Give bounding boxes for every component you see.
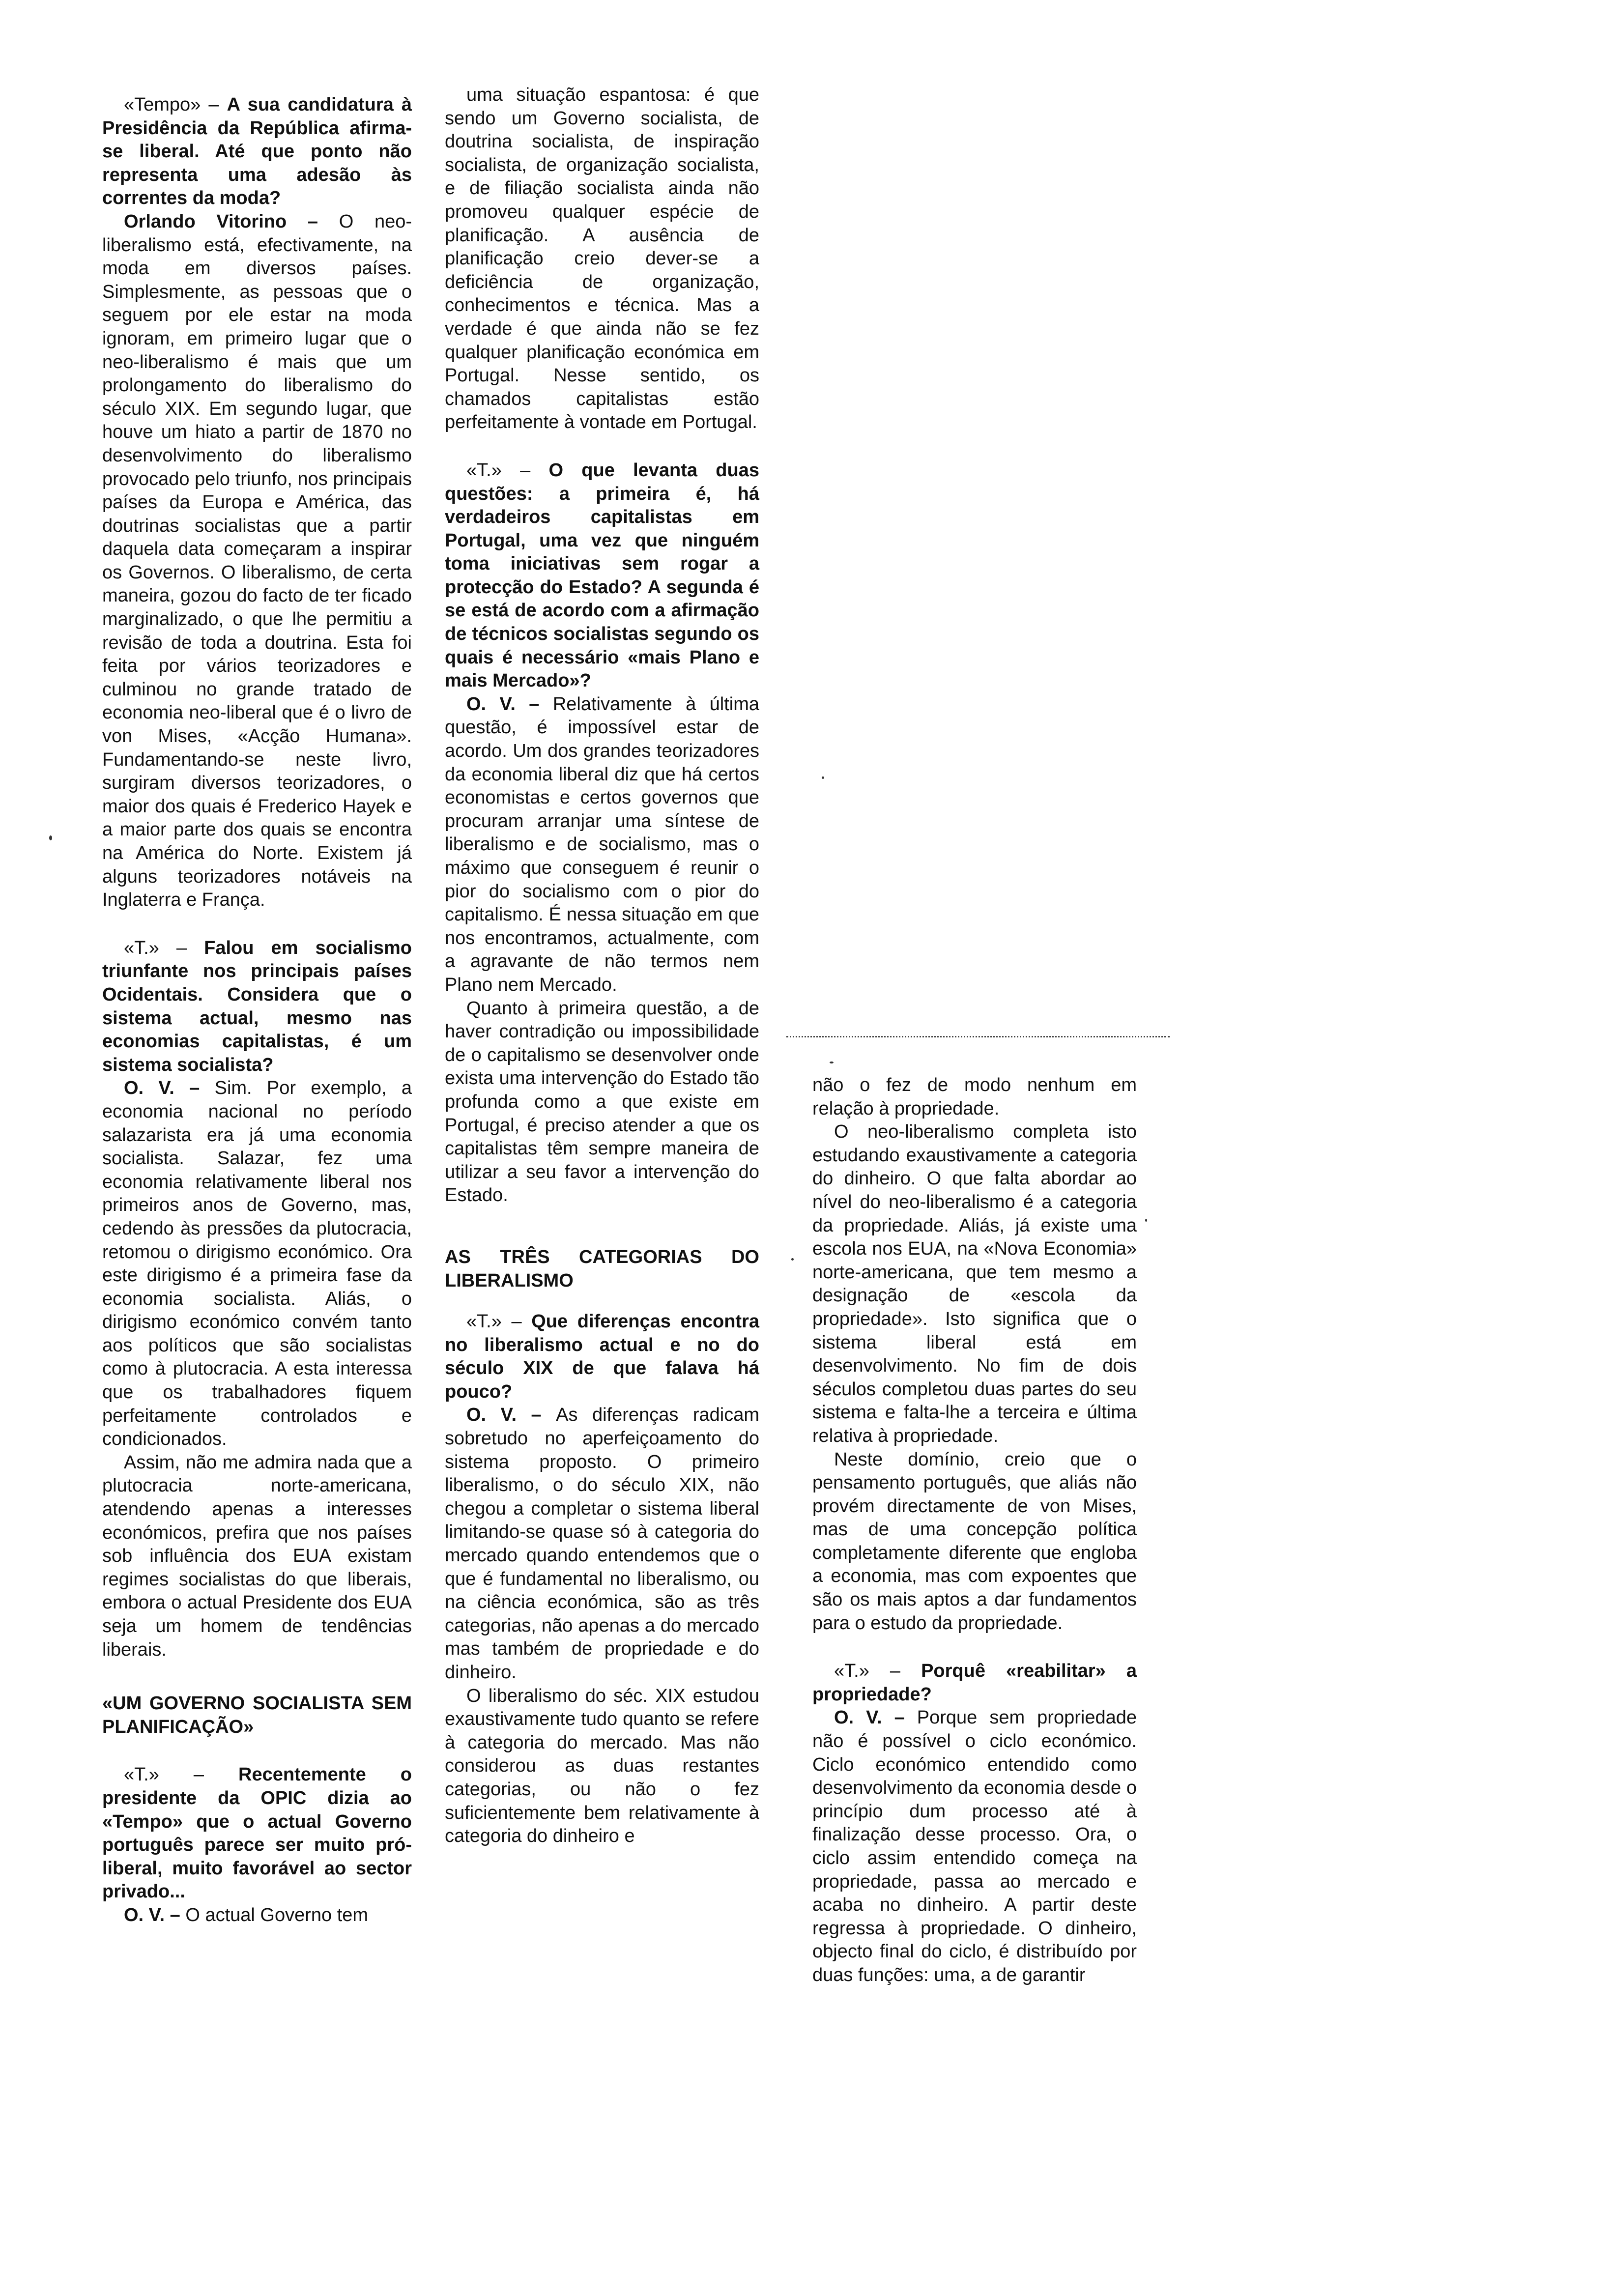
print-speck [791,1258,794,1261]
speaker-label: Orlando Vitorino – [124,211,339,232]
answer-text: Sim. Por exemplo, a economia nacional no período salazarista era já uma economia socialista. Salazar, fez uma economia relativamente liberal nos primeiros anos de Governo, mas, cedendo às pressões da plutocracia, retomou o dirigismo económico. Ora este dirigismo é a primeira fase da economia socialista. Aliás, o dirigismo económico convém tanto aos políticos que são socialistas como à plutocracia. A esta interessa que os trabalhadores fiquem perfeitamente controlados e condicionados. [102,1078,412,1450]
answer-text: As diferenças radicam sobretudo no aperfeiçoamento do sistema proposto. O primeiro liberalismo, o do século XIX, não chegou a completar o sistema liberal limitando-se quase só à categoria do mercado quando entendemos que o que é fundamental no liberalismo, ou na ciência económica, são as três categorias, não apenas a do mercado mas também de propriedade e do dinheiro. [445,1405,759,1683]
column-divider-dotted [786,1036,1170,1037]
speaker-label: «Tempo» – [124,94,227,115]
speaker-label: «T.» – [124,937,204,958]
article-column-1 [102,93,412,1927]
article-paragraph [102,210,412,912]
speaker-label: O. V. – [124,1904,186,1925]
question-text: Recentemente o presidente da OPIC dizia ao «Tempo» que o actual Governo português parece ser muito pró-liberal, muito favorável ao sector privado... [102,1764,412,1902]
article-column-2 [445,84,759,1848]
speaker-label: O. V. – [834,1707,917,1728]
speaker-label: «T.» – [466,459,549,481]
speaker-label: O. V. – [466,693,553,715]
interview-question [102,93,412,210]
section-heading: «UM GOVERNO SOCIALISTA SEM PLANIFICAÇÃO» [102,1693,412,1737]
speaker-label: O. V. – [124,1078,215,1099]
article-paragraph [445,1685,759,1848]
answer-text: Assim, não me admira nada que a plutocracia norte-americana, atendendo apenas a interesses económicos, prefira que nos países sob influência dos EUA existam regimes socialistas do que liberais, embora o actual Presidente dos EUA seja um homem de tendências liberais. [102,1452,412,1660]
section-heading: AS TRÊS CATEGORIAS DO LIBERALISMO [445,1246,759,1291]
print-speck [830,1062,834,1063]
print-speck [49,835,52,840]
answer-text: Porque sem propriedade não é possível o ciclo económico. Ciclo económico entendido como desenvolvimento da economia desde o princípio dum processo até à finalização desse processo. Ora, o ciclo assim entendido começa na propriedade, passa ao mercado e acaba no dinheiro. A partir deste regressa à propriedade. O dinheiro, objecto final do ciclo, é distribuído por duas funções: uma, a de garantir [812,1707,1137,1985]
article-paragraph [812,1074,1137,1120]
print-speck [1145,1219,1147,1222]
answer-text: O neo-liberalismo está, efectivamente, na moda em diversos países. Simplesmente, as pessoas que o seguem por ele estar na moda ignoram, em primeiro lugar que o neo-liberalismo é mais que um prolongamento do liberalismo do século XIX. Em segundo lugar, que houve um hiato a partir de 1870 no desenvolvimento do liberalismo provocado pelo triunfo, nos principais países da Europa e América, das doutrinas socialistas que a partir daquela data começaram a inspirar os Governos. O liberalismo, de certa maneira, gozou do facto de ter ficado marginalizado, o que lhe permitiu a revisão de toda a doutrina. Esta foi feita por vários teorizadores e culminou no grande tratado de economia neo-liberal que é o livro de von Mises, «Acção Humana». Fundamentando-se neste livro, surgiram diversos teorizadores, o maior dos quais é Frederico Hayek e a maior parte dos quais se encontra na América do Norte. Existem já alguns teorizadores notáveis na Inglaterra e França. [102,211,412,911]
question-text: O que levanta duas questões: a primeira é, há verdadeiros capitalistas em Portugal, uma vez que ninguém toma iniciativas sem rogar a protecção do Estado? A segunda é se está de acordo com a afirmação de técnicos socialistas segundo os quais é necessário «mais Plano e mais Mercado»? [445,459,759,691]
article-column-3 [812,1074,1137,1987]
article-paragraph [102,1077,412,1451]
question-text: Que diferenças encontra no liberalismo actual e no do século XIX de que falava há pouco? [445,1311,760,1402]
interview-question [445,1310,759,1404]
answer-text: não o fez de modo nenhum em relação à propriedade. [812,1075,1137,1119]
speaker-label: «T.» – [124,1764,238,1785]
question-text: Falou em socialismo triunfante nos principais países Ocidentais. Considera que o sistema actual, mesmo nas economias capitalistas, é um sistema socialista? [102,937,412,1075]
article-paragraph [812,1448,1137,1636]
article-paragraph [445,997,759,1207]
article-paragraph [445,693,759,997]
question-text: Porquê «reabilitar» a propriedade? [812,1661,1137,1705]
answer-text: O actual Governo tem [185,1904,369,1925]
answer-text: Relativamente à última questão, é impossível estar de acordo. Um dos grandes teorizadores da economia liberal diz que há certos economistas e certos governos que procuram arranjar uma síntese de liberalismo e de socialismo, mas o máximo que conseguem é reunir o pior do socialismo com o pior do capitalismo. É nessa situação em que nos encontramos, actualmente, com a agravante de não termos nem Plano nem Mercado. [445,693,759,995]
speaker-label: «T.» – [834,1661,921,1682]
article-paragraph [445,84,759,434]
article-paragraph [812,1706,1137,1987]
speaker-label: O. V. – [466,1405,556,1426]
article-paragraph [102,1451,412,1662]
answer-text: O neo-liberalismo completa isto estudando exaustivamente a categoria do dinheiro. O que falta abordar ao nível do neo-liberalismo é a categoria da propriedade. Aliás, já existe uma escola nos EUA, na «Nova Economia» norte-americana, que tem mesmo a designação de «escola da propriedade». Isto significa que o sistema liberal está em desenvolvimento. No fim de dois séculos completou duas partes do seu sistema e falta-lhe a terceira e última relativa à propriedade. [812,1121,1137,1446]
answer-text: Quanto à primeira questão, a de haver contradição ou impossibilidade de o capitalismo se desenvolver onde exista uma intervenção do Estado tão profunda como a que existe em Portugal, é preciso atender a que os capitalistas têm sempre maneira de utilizar a seu favor a intervenção do Estado. [445,998,759,1206]
answer-text: Neste domínio, creio que o pensamento português, que aliás não provém directamente de von Mises, mas de uma concepção política completamente diferente que engloba a economia, mas com expoentes que são os mais aptos a dar fundamentos para o estudo da propriedade. [812,1449,1137,1634]
print-speck [822,776,824,779]
question-text: A sua candidatura à Presidência da República afirma-se liberal. Até que ponto não representa uma adesão às correntes da moda? [102,94,412,209]
interview-question [102,1763,412,1904]
interview-question [812,1660,1137,1706]
article-paragraph [102,1904,412,1927]
article-paragraph [445,1404,759,1684]
answer-text: uma situação espantosa: é que sendo um Governo socialista, de doutrina socialista, de inspiração socialista, de organização socialista, e de filiação socialista ainda não promoveu qualquer espécie de planificação. A ausência de planificação creio dever-se a deficiência de organização, conhecimentos e técnica. Mas a verdade é que ainda não se fez qualquer planificação económica em Portugal. Nesse sentido, os chamados capitalistas estão perfeitamente à vontade em Portugal. [445,85,759,433]
interview-question [102,937,412,1077]
article-paragraph [812,1120,1137,1448]
interview-question [445,459,759,693]
answer-text: O liberalismo do séc. XIX estudou exaustivamente tudo quanto se refere à categoria do mercado. Mas não considerou as duas restantes categorias, ou não o fez suficientemente bem relativamente à categoria do dinheiro e [445,1685,759,1847]
speaker-label: «T.» – [466,1311,532,1332]
